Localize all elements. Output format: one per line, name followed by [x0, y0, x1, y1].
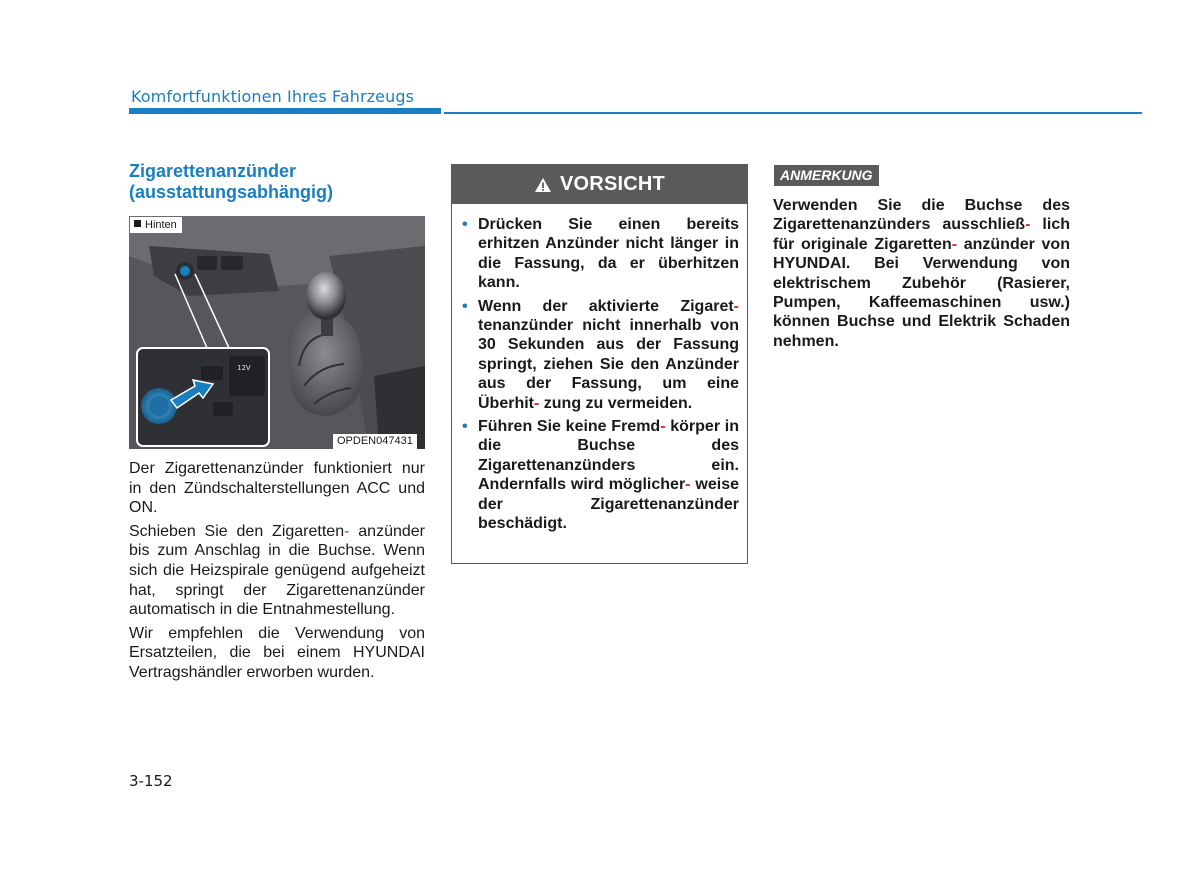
caution-item-text: zung zu vermeiden. — [543, 394, 693, 412]
body-paragraph-2-part-2: anzünder bis zum Anschlag in die Buchse. Wenn sich die Heizspirale genügend aufgeheizt hat, springt der Zigarettenanzünder automatisch in die Entnahmestellung. — [129, 522, 425, 619]
figure-tag-label: Hinten — [145, 219, 177, 231]
note-badge: ANMERKUNG — [774, 165, 879, 186]
header-rule-thin — [444, 112, 1142, 114]
caution-box — [451, 164, 748, 564]
caution-item-text: Führen Sie keine Fremd — [478, 418, 661, 436]
hyphen: - — [951, 235, 958, 253]
note-text — [773, 196, 1070, 351]
caution-header — [452, 165, 747, 204]
body-paragraph-2 — [129, 522, 425, 620]
cigarette-lighter-figure — [129, 216, 425, 449]
caution-item — [462, 215, 739, 293]
hyphen: - — [733, 297, 739, 315]
aux-port-icon — [221, 256, 243, 270]
note-text-part: Verwenden Sie die Buchse des Zigarettenanzünders ausschließ — [773, 197, 1070, 234]
caution-item — [462, 417, 739, 533]
hyphen: - — [685, 476, 691, 494]
usb-port-icon — [197, 256, 217, 270]
bullet-icon: • — [462, 216, 468, 233]
bullet-icon: • — [462, 297, 468, 315]
body-text — [129, 459, 425, 687]
caution-item-text: tenanzünder nicht innerhalb von 30 Sekunden aus der Fassung springt, ziehen Sie den Anzünder aus der Fassung, um eine Überhit — [478, 317, 739, 412]
warning-triangle-icon — [534, 177, 552, 193]
body-paragraph-1: Der Zigarettenanzünder funktioniert nur in den Zündschalterstellungen ACC und ON. — [129, 460, 425, 517]
page-number: 3-152 — [129, 772, 173, 790]
caution-item-text: Drücken Sie einen bereits erhitzen Anzünder nicht länger in die Fassung, da er überhitzen kann. — [478, 216, 739, 292]
figure-tag — [130, 217, 182, 233]
bullet-icon: • — [462, 418, 468, 436]
gear-knob-icon — [306, 272, 346, 320]
caution-title: VORSICHT — [560, 173, 665, 195]
caution-item-text: körper in die Buchse des Zigarettenanzünders ein. Andernfalls wird möglicher — [478, 418, 739, 494]
hyphen: - — [660, 418, 666, 436]
header-rule-thick — [129, 108, 441, 114]
caution-item — [462, 297, 739, 413]
section-title-line-2: (ausstattungsabhängig) — [129, 182, 334, 202]
square-bullet-icon — [134, 220, 141, 227]
caution-list — [452, 204, 747, 534]
caution-item-text: Wenn der aktivierte Zigaret — [478, 297, 734, 315]
section-title — [129, 161, 429, 203]
hyphen: - — [344, 522, 350, 540]
hyphen: - — [534, 394, 540, 412]
socket-label-12v: 12V — [237, 364, 251, 372]
body-paragraph-3: Wir empfehlen die Verwendung von Ersatzteilen, die bei einem HYUNDAI Vertragshändler erworben wurden. — [129, 624, 425, 681]
caution-item-text: weise der Zigarettenanzünder beschädigt. — [478, 476, 739, 533]
console-illustration — [129, 216, 425, 449]
hyphen: - — [1025, 216, 1031, 234]
section-title-line-1: Zigarettenanzünder — [129, 161, 297, 181]
note-text-part: anzünder von HYUNDAI. Bei Verwendung von elektrischem Zubehör (Rasierer, Pumpen, Kaffeemaschinen usw.) können Buchse und Elektrik Schaden nehmen. — [773, 235, 1070, 350]
note-text-part: lich für originale Zigaretten — [773, 216, 1070, 253]
figure-code: OPDEN047431 — [333, 434, 417, 449]
body-paragraph-2-part-1: Schieben Sie den Zigaretten — [129, 522, 345, 540]
running-header-title: Komfortfunktionen Ihres Fahrzeugs — [131, 87, 415, 106]
